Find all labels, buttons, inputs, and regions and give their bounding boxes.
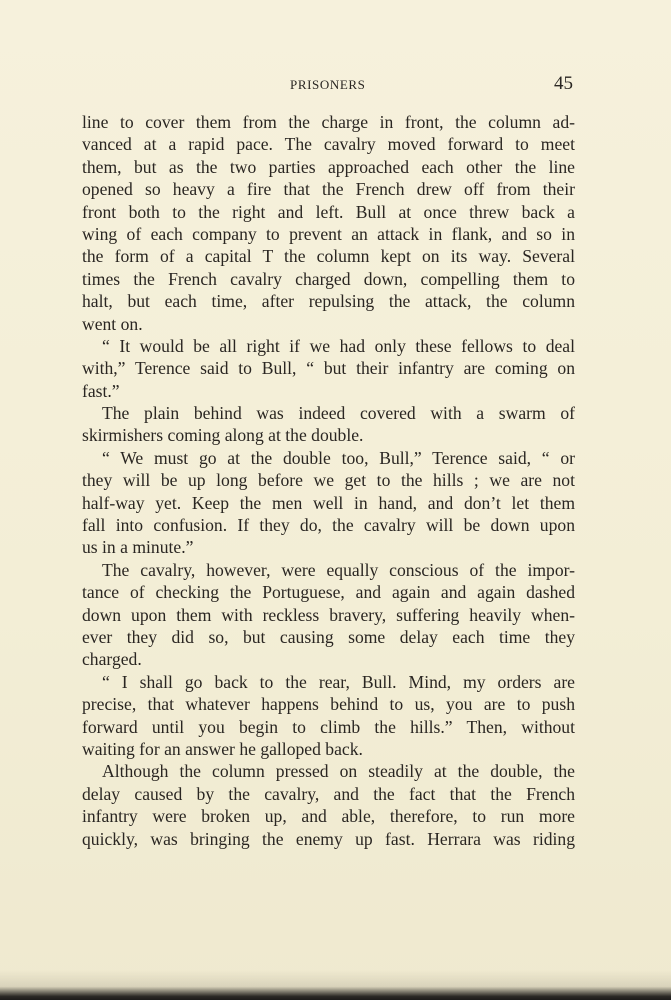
text-line: The cavalry, however, were equally conscious of the impor-	[102, 559, 575, 580]
text-line: front both to the right and left. Bull at once threw back a	[82, 201, 575, 222]
text-line: forward until you begin to climb the hills.” Then, without	[82, 716, 575, 737]
running-head: PRISONERS	[290, 77, 366, 92]
text-line: them, but as the two parties approached each other the line	[82, 156, 575, 177]
text-line: opened so heavy a fire that the French drew off from their	[82, 179, 575, 200]
text-line: down upon them with reckless bravery, suffering heavily when-	[82, 604, 575, 625]
text-line: “ We must go at the double too, Bull,” Terence said, “ or	[102, 447, 575, 468]
text-line: “ It would be all right if we had only these fellows to deal	[102, 335, 575, 356]
text-line: skirmishers coming along at the double.	[82, 425, 364, 446]
text-line: times the French cavalry charged down, compelling them to	[82, 268, 575, 289]
text-line: the form of a capital T the column kept on its way. Several	[82, 246, 575, 267]
text-line: half-way yet. Keep the men well in hand, and don’t let them	[82, 492, 575, 513]
text-line: delay caused by the cavalry, and the fact that the French	[82, 783, 575, 804]
text-line: vanced at a rapid pace. The cavalry moved forward to meet	[82, 134, 575, 155]
page-header	[0, 73, 671, 97]
text-line: infantry were broken up, and able, therefore, to run more	[82, 806, 575, 827]
text-line: went on.	[82, 313, 143, 334]
text-line: The plain behind was indeed covered with a swarm of	[102, 403, 575, 424]
text-line: precise, that whatever happens behind to us, you are to push	[82, 694, 575, 715]
text-line: charged.	[82, 649, 142, 670]
text-line: fast.”	[82, 380, 120, 401]
text-line: quickly, was bringing the enemy up fast. Herrara was riding	[82, 828, 575, 849]
text-line: halt, but each time, after repulsing the attack, the column	[82, 291, 575, 312]
text-line: “ I shall go back to the rear, Bull. Mind, my orders are	[102, 671, 575, 692]
text-line: us in a minute.”	[82, 537, 194, 558]
text-line: ever they did so, but causing some delay each time they	[82, 626, 575, 647]
text-line: with,” Terence said to Bull, “ but their infantry are coming on	[82, 358, 575, 379]
text-line: they will be up long before we get to the hills ; we are not	[82, 470, 575, 491]
page-bottom-edge	[0, 970, 671, 1000]
page-number: 45	[554, 73, 573, 94]
body-text	[82, 111, 575, 850]
text-line: line to cover them from the charge in front, the column ad-	[82, 112, 575, 132]
text-line: Although the column pressed on steadily at the double, the	[102, 761, 575, 782]
text-line: wing of each company to prevent an attack in flank, and so in	[82, 223, 575, 244]
text-line: waiting for an answer he galloped back.	[82, 738, 363, 759]
text-line: fall into confusion. If they do, the cavalry will be down upon	[82, 515, 575, 536]
text-line: tance of checking the Portuguese, and again and again dashed	[82, 582, 575, 603]
